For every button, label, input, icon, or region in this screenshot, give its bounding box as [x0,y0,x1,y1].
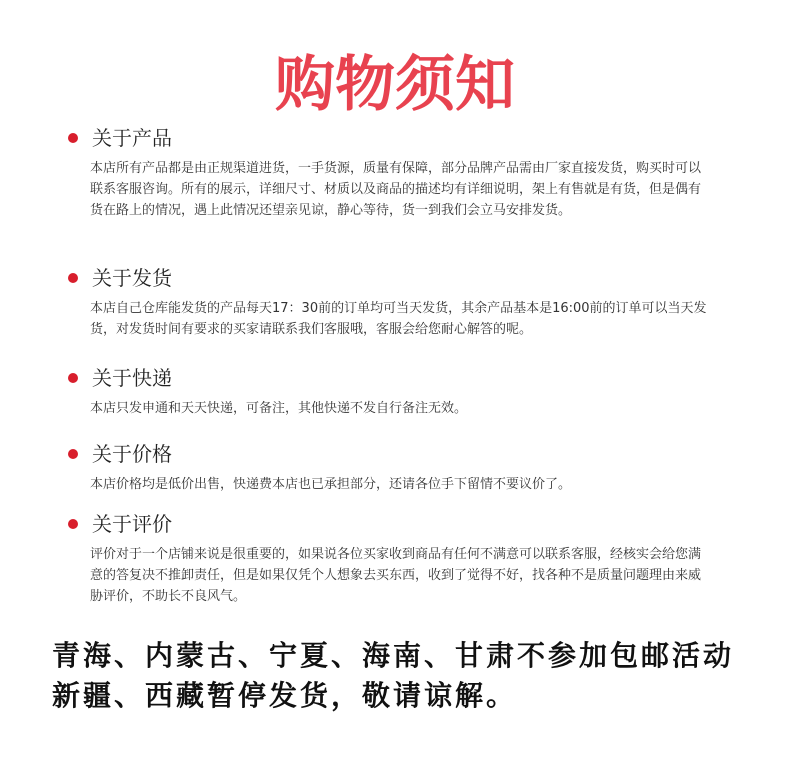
section-heading: 关于发货 [92,266,172,290]
section-text: 本店只发申通和天天快递，可备注，其他快递不发自行备注无效。 [90,401,468,416]
section-heading: 关于评价 [92,512,172,536]
shipping-notice-line-1: 青海、内蒙古、宁夏、海南、甘肃不参加包邮活动 [52,639,735,672]
bullet-dot-icon [68,133,78,143]
section-review [68,510,718,607]
section-product [68,124,718,221]
bullet-dot-icon [68,273,78,283]
bullet-dot-icon [68,519,78,529]
section-text: 本店自己仓库能发货的产品每天17：30前的订单均可当天发货，其余产品基本是16:00前的订单可以当天发货，对发货时间有要求的买家请联系我们客服哦，客服会给您耐心解答的呢。 [90,301,707,337]
section-heading: 关于快递 [92,366,172,390]
section-shipping [68,264,718,340]
section-heading: 关于价格 [92,442,172,466]
shipping-notice-line-2: 新疆、西藏暂停发货，敬请谅解。 [52,679,518,712]
section-text: 本店价格均是低价出售，快递费本店也已承担部分，还请各位手下留情不要议价了。 [90,477,572,492]
bullet-dot-icon [68,373,78,383]
section-text: 评价对于一个店铺来说是很重要的，如果说各位买家收到商品有任何不满意可以联系客服，经核实会给您满意的答复决不推卸责任，但是如果仅凭个人想象去买东西，收到了觉得不好，找各种不是质量问题理由来威胁评价，不助长不良风气。 [90,547,702,604]
section-heading: 关于产品 [92,126,172,150]
section-courier [68,364,718,419]
page-title: 购物须知 [275,50,515,120]
bullet-dot-icon [68,449,78,459]
section-price [68,440,718,495]
section-text: 本店所有产品都是由正规渠道进货，一手货源，质量有保障，部分品牌产品需由厂家直接发货，购买时可以联系客服咨询。所有的展示，详细尺寸、材质以及商品的描述均有详细说明，架上有售就是有货，但是偶有货在路上的情况，遇上此情况还望亲见谅，静心等待，货一到我们会立马安排发货。 [90,161,702,218]
